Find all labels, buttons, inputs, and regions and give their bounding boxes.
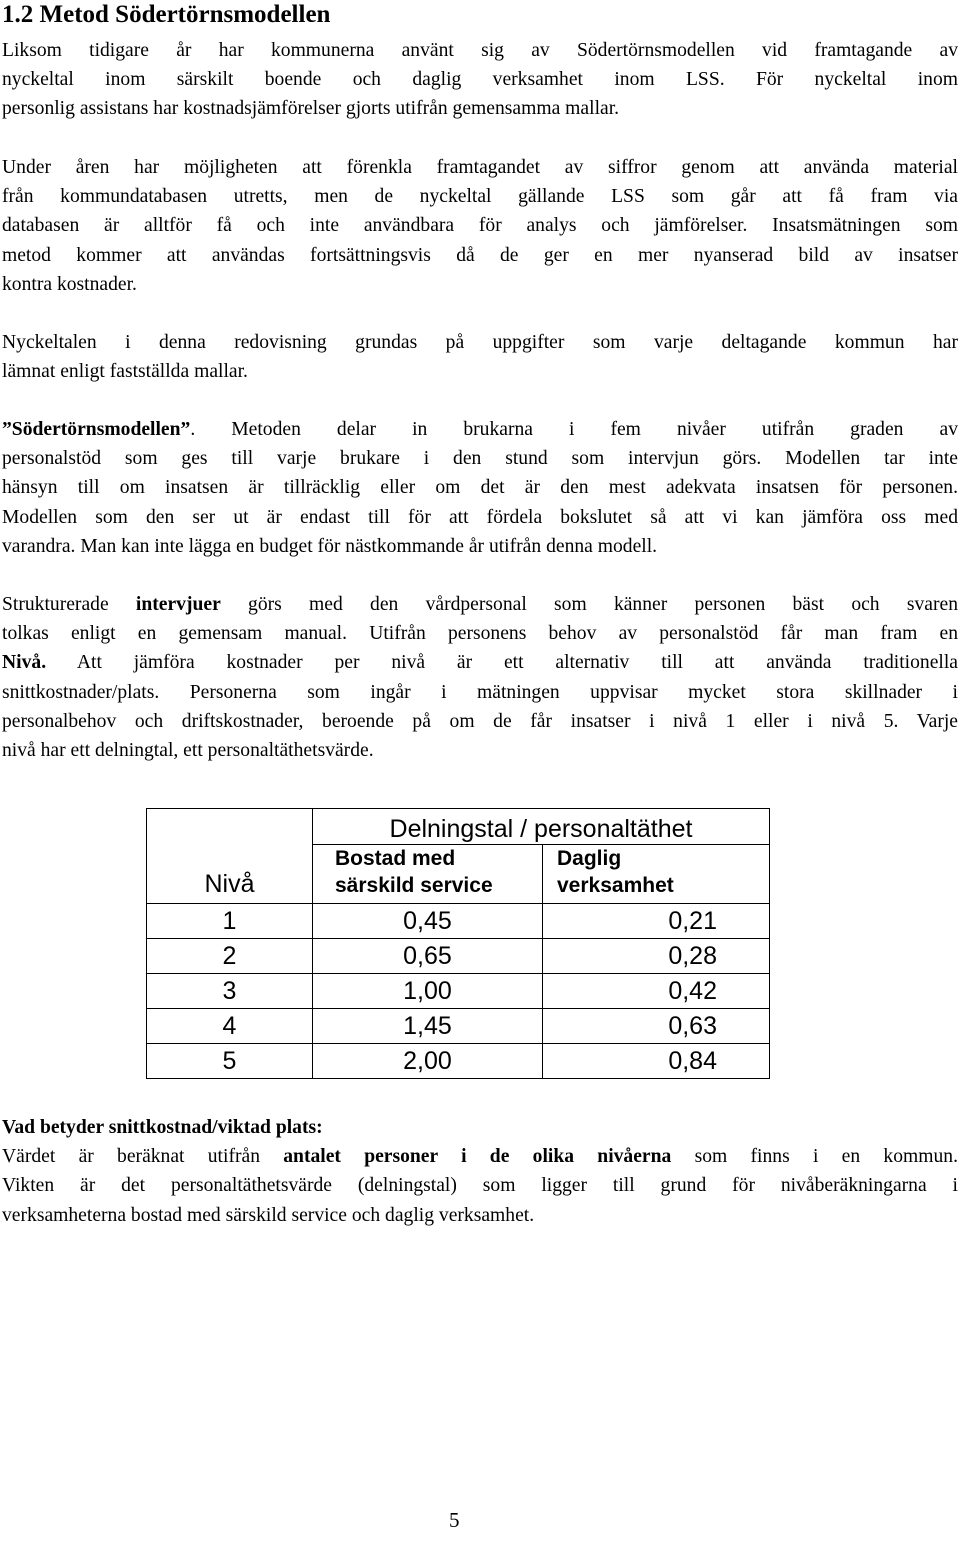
table <box>146 808 770 1079</box>
text-line: hänsyn till om insatsen är tillräcklig eller om det är den mest adekvata insatsen för personen. <box>2 477 958 499</box>
bold-term: Vad betyder snittkostnad/viktad plats: <box>2 1117 323 1138</box>
text-line: tolkas enligt en gemensam manual. Utifrån personens behov av personalstöd får man fram en <box>2 623 958 645</box>
cell-bostad: 1,45 <box>313 1009 543 1044</box>
column-header-daglig <box>543 845 770 904</box>
text-line: Vikten är det personaltäthetsvärde (delningstal) som ligger till grund för nivåberäkningarna i <box>2 1175 958 1197</box>
cell-niva: 2 <box>147 939 313 974</box>
bold-term: antalet personer i de olika nivåerna <box>283 1146 672 1168</box>
paragraph-model <box>2 415 958 561</box>
cell-daglig: 0,28 <box>543 939 770 974</box>
table-row <box>147 1009 770 1044</box>
explanation-title <box>2 1113 958 1142</box>
cell-daglig: 0,21 <box>543 904 770 939</box>
paragraph-intro <box>2 36 958 124</box>
column-header-bostad <box>313 845 543 904</box>
text-line: lämnat enligt fastställda mallar. <box>2 361 248 383</box>
cell-niva: 1 <box>147 904 313 939</box>
header-line: Bostad med <box>335 847 456 870</box>
text-span: Värdet är beräknat utifrån <box>2 1146 284 1168</box>
text-line: Modellen som den ser ut är endast till för att fördela bokslutet så att vi kan jämföra oss med <box>2 506 958 528</box>
table-header-row <box>147 809 770 845</box>
text-line: från kommundatabasen utretts, men de nyckeltal gällande LSS som går att få fram via <box>2 186 958 208</box>
text-span: . Metoden delar in brukarna i fem nivåer utifrån graden av <box>190 419 958 440</box>
text-line <box>2 415 958 444</box>
text-span: Strukturerade <box>2 594 136 615</box>
header-line: Daglig <box>557 847 622 870</box>
text-line <box>2 648 958 677</box>
bold-term: intervjuer <box>135 594 221 615</box>
bold-term: ”Södertörnsmodellen” <box>2 419 191 440</box>
text-line: personlig assistans har kostnadsjämförelser gjorts utifrån gemensamma mallar. <box>2 98 620 120</box>
cell-niva: 4 <box>147 1009 313 1044</box>
table-row <box>147 904 770 939</box>
paragraph-explanation <box>2 1113 958 1230</box>
text-line: Nyckeltalen i denna redovisning grundas på uppgifter som varje deltagande kommun har <box>2 332 958 353</box>
text-line: metod kommer att användas fortsättningsvis då de ger en mer nyanserad bild av insatser <box>2 244 958 266</box>
text-line: nyckeltal inom särskilt boende och daglig verksamhet inom LSS. För nyckeltal inom <box>2 69 958 91</box>
text-line <box>2 590 958 619</box>
cell-bostad: 0,65 <box>313 939 543 974</box>
text-line: personalstöd som ges till varje brukare i den stund som intervjun görs. Modellen tar inte <box>2 448 958 470</box>
text-line: Under åren har möjligheten att förenkla framtagandet av siffror genom att använda material <box>2 157 958 178</box>
table-row <box>147 1044 770 1079</box>
cell-niva: 3 <box>147 974 313 1009</box>
text-line: verksamheterna bostad med särskild service och daglig verksamhet. <box>2 1204 535 1226</box>
paragraph-basis <box>2 328 958 386</box>
text-span: Att jämföra kostnader per nivå är ett alternativ till att använda traditionella <box>46 652 958 674</box>
cell-niva: 5 <box>147 1044 313 1079</box>
section-heading: 1.2 Metod Södertörnsmodellen <box>2 1 331 28</box>
text-line: varandra. Man kan inte lägga en budget för nästkommande år utifrån denna modell. <box>2 535 658 557</box>
cell-bostad: 0,45 <box>313 904 543 939</box>
text-line: nivå har ett delningtal, ett personaltäthetsvärde. <box>2 740 374 762</box>
paragraph-interviews <box>2 590 958 765</box>
text-line: personalbehov och driftskostnader, beroende på om de får insatser i nivå 1 eller i nivå 5. Varje <box>2 710 958 732</box>
page-number: 5 <box>449 1508 460 1532</box>
cell-daglig: 0,42 <box>543 974 770 1009</box>
cell-bostad: 1,00 <box>313 974 543 1009</box>
bold-term: Nivå. <box>2 652 47 674</box>
text-line: databasen är alltför få och inte användbara för analys och jämförelser. Insatsmätningen som <box>2 215 958 237</box>
table-row <box>147 939 770 974</box>
group-header: Delningstal / personaltäthet <box>313 809 770 845</box>
text-span: som finns i en kommun. <box>671 1146 958 1168</box>
text-line: Liksom tidigare år har kommunerna använt sig av Södertörnsmodellen vid framtagande av <box>2 40 958 61</box>
column-header-niva: Nivå <box>147 809 313 904</box>
table-row <box>147 974 770 1009</box>
cell-daglig: 0,84 <box>543 1044 770 1079</box>
header-line: verksamhet <box>557 874 674 897</box>
text-span: görs med den vårdpersonal som känner personen bäst och svaren <box>220 594 958 615</box>
cell-daglig: 0,63 <box>543 1009 770 1044</box>
text-line <box>2 1142 958 1171</box>
header-line: särskild service <box>335 874 493 897</box>
paragraph-database <box>2 153 958 299</box>
text-line: kontra kostnader. <box>2 273 137 295</box>
cell-bostad: 2,00 <box>313 1044 543 1079</box>
text-line: snittkostnader/plats. Personerna som ingår i mätningen uppvisar mycket stora skillnader i <box>2 681 958 703</box>
delningstal-table <box>146 808 769 1079</box>
